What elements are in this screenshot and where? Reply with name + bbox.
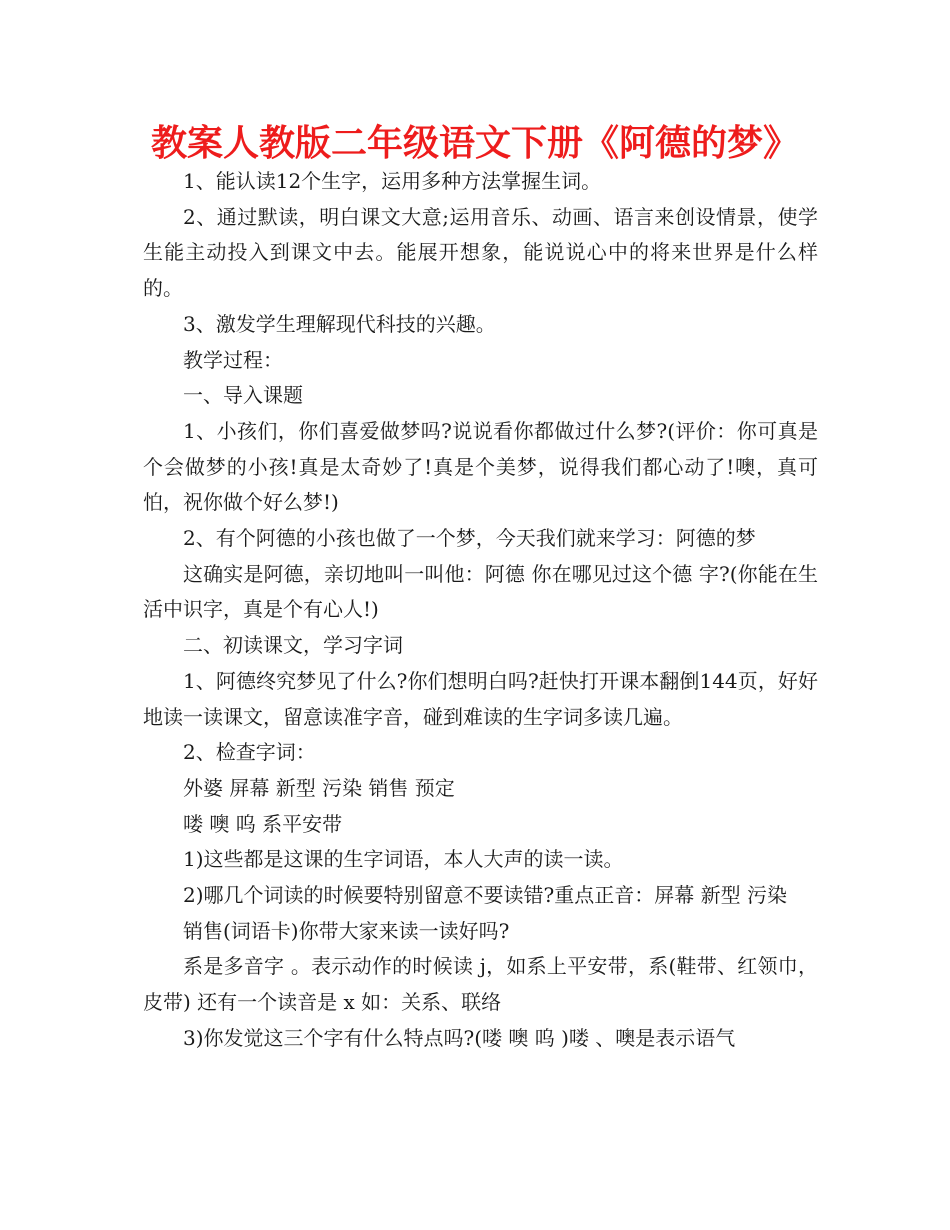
paragraph-intro-1: 1、小孩们，你们喜爱做梦吗?说说看你都做过什么梦?(评价：你可真是个会做梦的小孩!真是太奇妙了!真是个美梦，说得我们都心动了!噢，真可怕，祝你做个好么梦!) [143,418,818,515]
word-list-1: 外婆 屏幕 新型 污染 销售 预定 [183,775,455,800]
paragraph-reading-2: 2、检查字词： [183,740,316,765]
paragraph-objective-3: 3、激发学生理解现代科技的兴趣。 [183,311,496,336]
paragraph-step-2b: 销售(词语卡)你带大家来读一读好吗? [183,918,510,943]
section-heading-process: 教学过程： [183,347,283,372]
paragraph-reading-1: 1、阿德终究梦见了什么?你们想明白吗?赶快打开课本翻倒144页，好好地读一读课文，留意读准字音，碰到难读的生字词多读几遍。 [143,668,818,729]
paragraph-step-1: 1)这些都是这课的生字词语，本人大声的读一读。 [183,847,624,872]
section-heading-intro: 一、导入课题 [183,383,303,408]
section-heading-reading: 二、初读课文，学习字词 [183,633,403,658]
paragraph-objective-1: 1、能认读12个生字，运用多种方法掌握生词。 [183,169,602,193]
word-list-2: 喽 噢 呜 系平安带 [183,811,343,836]
paragraph-step-2: 2)哪几个词读的时候要特别留意不要读错?重点正音：屏幕 新型 污染 [183,883,787,908]
paragraph-polyphone: 系是多音字 。表示动作的时候读 j，如系上平安带，系(鞋带、红领巾，皮带) 还有一个读音是 x 如：关系、联络 [143,954,818,1015]
paragraph-intro-2: 2、有个阿德的小孩也做了一个梦，今天我们就来学习：阿德的梦 [183,526,756,551]
paragraph-objective-2: 2、通过默读，明白课文大意;运用音乐、动画、语言来创设情景，使学生能主动投入到课文中去。能展开想象，能说说心中的将来世界是什么样的。 [143,204,818,301]
document-body [143,164,818,1057]
paragraph-step-3: 3)你发觉这三个字有什么特点吗?(喽 噢 呜 )喽 、噢是表示语气 [183,1025,736,1050]
paragraph-intro-3: 这确实是阿德，亲切地叫一叫他：阿德 你在哪见过这个德 字?(你能在生活中识字，真是个有心人!) [143,561,818,622]
document-title: 教案人教版二年级语文下册《阿德的梦》 [150,123,799,164]
